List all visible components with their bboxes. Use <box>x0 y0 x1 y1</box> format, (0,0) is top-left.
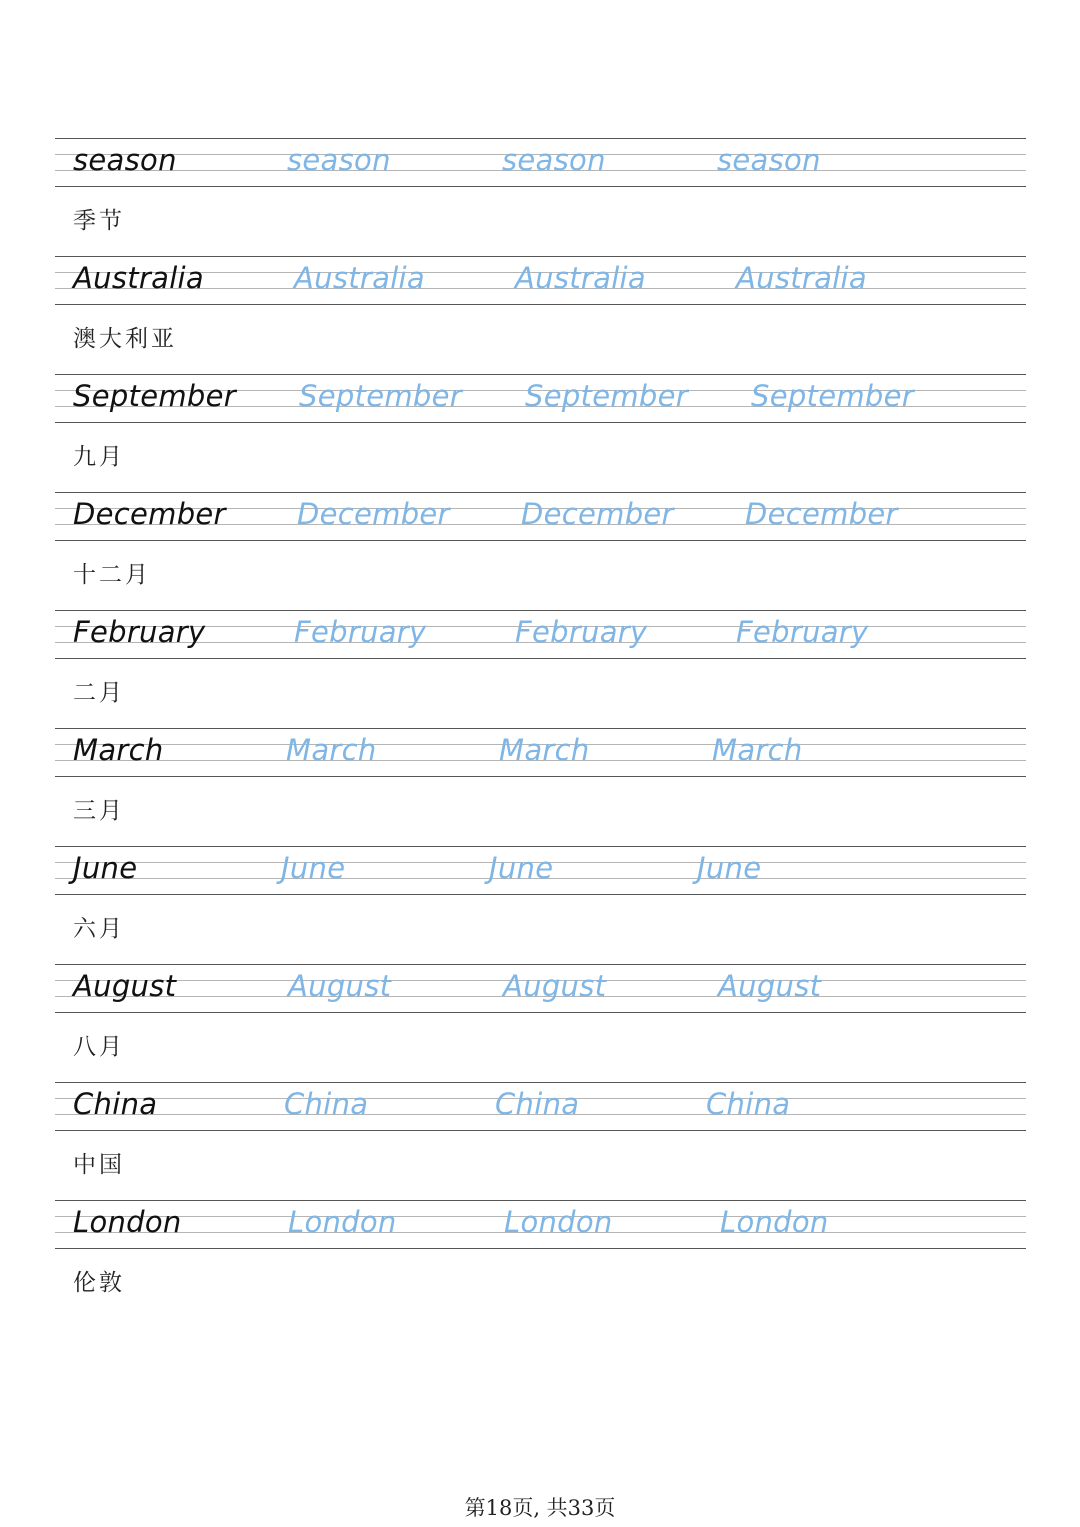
model-word: June <box>73 851 138 885</box>
chinese-meaning: 八月 <box>73 1034 125 1060</box>
model-word: Australia <box>73 261 204 295</box>
trace-word: China <box>495 1087 580 1121</box>
vocab-entry <box>0 492 1080 610</box>
vocab-entry <box>0 964 1080 1082</box>
trace-word: December <box>297 497 450 531</box>
chinese-meaning: 六月 <box>73 916 125 942</box>
trace-word: March <box>286 733 377 767</box>
trace-word: London <box>288 1205 397 1239</box>
trace-word: China <box>706 1087 791 1121</box>
chinese-meaning: 十二月 <box>73 562 151 588</box>
trace-word: September <box>299 379 462 413</box>
vocab-entry <box>0 846 1080 964</box>
vocab-entry <box>0 138 1080 256</box>
trace-word: September <box>751 379 914 413</box>
trace-word: Australia <box>515 261 646 295</box>
trace-word: China <box>284 1087 369 1121</box>
trace-word: season <box>502 143 606 177</box>
trace-word: June <box>697 851 762 885</box>
trace-word: August <box>718 969 822 1003</box>
chinese-meaning: 三月 <box>73 798 125 824</box>
trace-word: London <box>504 1205 613 1239</box>
trace-word: March <box>499 733 590 767</box>
chinese-meaning: 二月 <box>73 680 125 706</box>
chinese-meaning: 季节 <box>73 208 125 234</box>
trace-word: September <box>525 379 688 413</box>
trace-word: season <box>287 143 391 177</box>
trace-word: June <box>281 851 346 885</box>
trace-word: Australia <box>294 261 425 295</box>
trace-word: London <box>720 1205 829 1239</box>
trace-word: December <box>521 497 674 531</box>
vocab-entry <box>0 1082 1080 1200</box>
model-word: season <box>73 143 177 177</box>
model-word: September <box>73 379 236 413</box>
trace-word: season <box>717 143 821 177</box>
vocab-entry <box>0 610 1080 728</box>
model-word: August <box>73 969 177 1003</box>
model-word: China <box>73 1087 158 1121</box>
trace-word: February <box>515 615 648 649</box>
trace-word: Australia <box>736 261 867 295</box>
model-word: December <box>73 497 226 531</box>
model-word: London <box>73 1205 182 1239</box>
chinese-meaning: 九月 <box>73 444 125 470</box>
trace-word: August <box>288 969 392 1003</box>
vocab-entry <box>0 728 1080 846</box>
trace-word: August <box>503 969 607 1003</box>
vocab-entry <box>0 1200 1080 1318</box>
trace-word: February <box>736 615 869 649</box>
model-word: March <box>73 733 164 767</box>
vocab-entry <box>0 374 1080 492</box>
page-number: 第18页, 共33页 <box>464 1496 616 1520</box>
trace-word: February <box>294 615 427 649</box>
vocab-entry <box>0 256 1080 374</box>
chinese-meaning: 伦敦 <box>73 1270 125 1296</box>
chinese-meaning: 澳大利亚 <box>73 326 177 352</box>
trace-word: December <box>745 497 898 531</box>
model-word: February <box>73 615 206 649</box>
trace-word: March <box>712 733 803 767</box>
trace-word: June <box>489 851 554 885</box>
chinese-meaning: 中国 <box>73 1152 125 1178</box>
